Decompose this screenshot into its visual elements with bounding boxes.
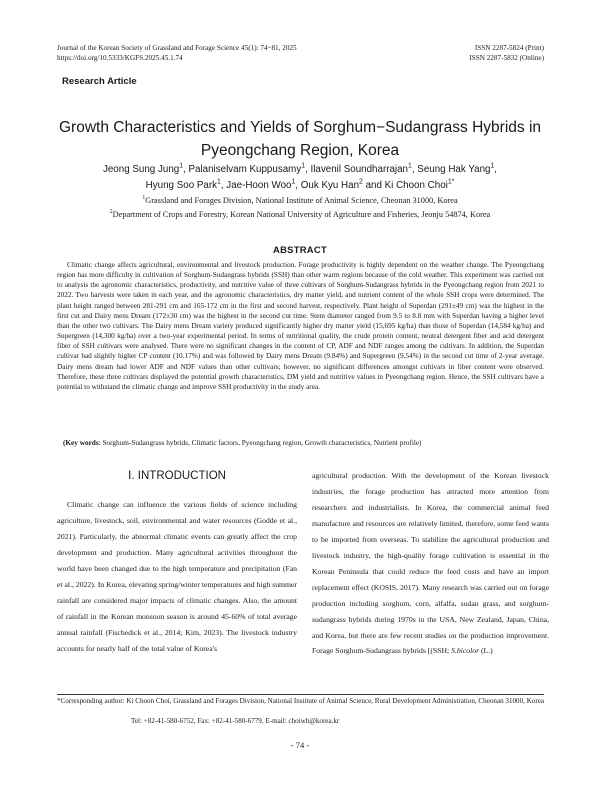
author-line-2: Hyung Soo Park$^1$, Jae-Hoon Woo$^1$, Ouk Kyu Han$^2$ and Ki Choon Choi$^{1*}$: [145, 178, 455, 191]
author-affil-mark: 1*: [447, 178, 455, 186]
page-number: - 74 -: [290, 740, 310, 750]
author-name: Jeong Sung Jung: [102, 164, 180, 175]
paper-title: [40, 116, 560, 162]
section-heading-introduction: Ⅰ. INTRODUCTION: [128, 470, 226, 482]
author-name: Ilavenil Soundharrajan: [310, 164, 409, 175]
author-name: Hyung Soo Park: [145, 180, 218, 191]
abstract-heading: ABSTRACT: [273, 244, 327, 255]
author-affil-mark: 1: [291, 178, 296, 186]
issn-online: ISSN 2287-5832 (Online): [469, 54, 544, 62]
affiliation-2: [40, 209, 560, 220]
author-line-1: Jeong Sung Jung$^1$, Palaniselvam Kuppusamy$^1$, Ilavenil Soundharrajan$^1$, Seung Hak Yang$^1$,: [102, 162, 498, 175]
intro-column-2-text: agricultural production. With the development of the Korean livestock industries, the forage production has attracted more attention from researchers and industrialists. In Korea, the commercial animal feed manufacture and resources are relatively limited, therefore, some feed wants to be imported from overseas. To stabilize the agricultural production and livestock industry, the high-quality forage cultivation is essential in the Korean Peninsula that could reduce the feed costs and have an import replacement effect (KOSIS, 2017). Many research was carried out on forage production including sorghum, corn, alfalfa, sudan grass, and sorghum-sudangrass hybrids during 1970s in the USA, New Zealand, Japan, China, and Korea, but there are few recent studies on the production improvement. Forage Sorghum-Sudangrass hybrids [(SSH;: [312, 471, 549, 656]
author-affil-mark: 1: [179, 162, 184, 170]
keywords: [57, 438, 550, 448]
affiliation-mark: 1: [142, 195, 146, 202]
corresponding-author-note: *Corresponding author: Ki Choon Choi, Grassland and Forages Division, National Institute of Animal Science, Rural Development Administration, Cheonan 31000, Korea: [57, 697, 545, 705]
author-affil-mark: 1: [408, 162, 412, 170]
affiliation-text: Grassland and Forages Division, National Institute of Animal Science, Cheonan 31000, Korea: [145, 196, 458, 205]
species-name: S.bicolor: [451, 646, 480, 656]
title-line-2: Pyeongchang Region, Korea: [200, 142, 400, 159]
intro-column-2-end: (L.): [481, 646, 493, 656]
doi-link[interactable]: https://doi.org/10.5333/KGFS.2025.45.1.74: [57, 54, 183, 62]
contact-info: Tel: +82-41-580-6752, Fax: +82-41-580-6779, E-mail: choiwh@korea.kr: [131, 717, 340, 725]
intro-column-1: Climatic change can influence the various fields of science including agriculture, livestock, soil, environmental and water resources (Godde et al., 2021). Particularly, the abnormal climatic events can greatly affect the crop development and production. Many agricultural activities throughout the world have been changed due to the high temperature and precipitation (Fan et al., 2022). In Korea, elevating spring/winter temperatures and high summer rainfall are considered major impacts of climatic changes. Also, the amount of rainfall in the Korean monsoon season is around 45-60% of total average annual rainfall (Fischedick et al., 2014; Kim, 2023). The livestock industry accounts for nearly half of the total value of Korea's: [57, 500, 297, 653]
keywords-label: (Key words: [63, 439, 99, 447]
affiliation-mark: 2: [109, 209, 113, 216]
title-line-1: Growth Characteristics and Yields of Sorghum−Sudangrass Hybrids in: [58, 119, 542, 136]
intro-column-2: [312, 468, 549, 659]
author-name: Ki Choon Choi: [384, 180, 448, 191]
author-affil-mark: 1: [217, 178, 221, 186]
issn-print: ISSN 2287-5824 (Print): [474, 44, 544, 52]
author-list: [40, 162, 560, 194]
article-type-label: Research Article: [62, 76, 137, 87]
journal-citation: Journal of the Korean Society of Grassland and Forage Science 45(1): 74~81, 2025: [57, 44, 297, 52]
affiliation-text: Department of Crops and Forestry, Korean National University of Agriculture and Fisheries, Jeonju 54874, Korea: [112, 210, 491, 219]
footnote-divider: [57, 694, 544, 695]
author-name: Jae-Hoon Woo: [226, 180, 292, 191]
author-affil-mark: 1: [301, 162, 306, 170]
author-affil-mark: 1: [490, 162, 495, 170]
keywords-text: : Sorghum-Sudangrass hybrids, Climatic factors, Pyeongchang region, Growth characteristics, Nutrient profile): [98, 439, 422, 447]
author-name: Ouk Kyu Han: [300, 180, 360, 191]
author-affil-mark: 2: [359, 178, 363, 186]
affiliation-1: [40, 195, 560, 206]
abstract-body: Climatic change affects agricultural, environmental and livestock production. Forage productivity is highly dependent on the weather change. The Pyeongchang region has more difficulty in cultivation of Sorghum-Sudangrass hybrids (SSH) than other warm regions because of the cold weather. This experiment was carried out to analysis the agronomic characteristics, productivity, and nutritive value of three cultivars of Sorghum-Sudangrass hybrids in the Pyeongchang region from 2021 to 2022. Two harvests were taken in each year, and the agronomic characteristics, dry matter yield, and nutrient content of the whole SSH crops were determined. The plant height ranged between 281-291 cm and 165-172 cm in the first and second harvest, respectively. Plant height of Superdan (291±49 cm) was the highest in the first cut and Dairy mens Dream (172±30 cm) was the highest in the second cut time. Stem diameter ranged from 9.5 to 8.8 mm with Superdan having a higher level than the other two cultivars. The Dairy mens Dream variety produced significantly higher dry matter yield (15,695 kg/ha) than those of Superdan (14,584 kg/ha) and Supergreen (14,300 kg/ha) over a two-year experimental period. In terms of nutritional quality, the crude protein content, neutral detergent fiber and acid detergent fiber of SSH cultivars were analysed. There were no significant changes in the content of CP, ADF and NDF ranges among the cultivars. In addition, the Superdan cultivar had slightly higher CP content (10.17%) and was followed by Dairy mens Dream (9.84%) and Supergreen (9.54%) in the second cut time of 2-year average. Dairy mens dream had lower ADF and NDF values than other cultivars; however, no significant differences amongst cultivars in fiber content were observed. Therefore, these three cultivars displayed the potential growth characteristics, DM yield and nutritive values in Pyeongchang region. Hence, the SSH cultivars have a potential to withstand the climatic change and improve SSH productivity in the study area.: [57, 261, 544, 391]
author-name: Palaniselvam Kuppusamy: [188, 164, 302, 175]
author-name: Seung Hak Yang: [417, 164, 491, 175]
